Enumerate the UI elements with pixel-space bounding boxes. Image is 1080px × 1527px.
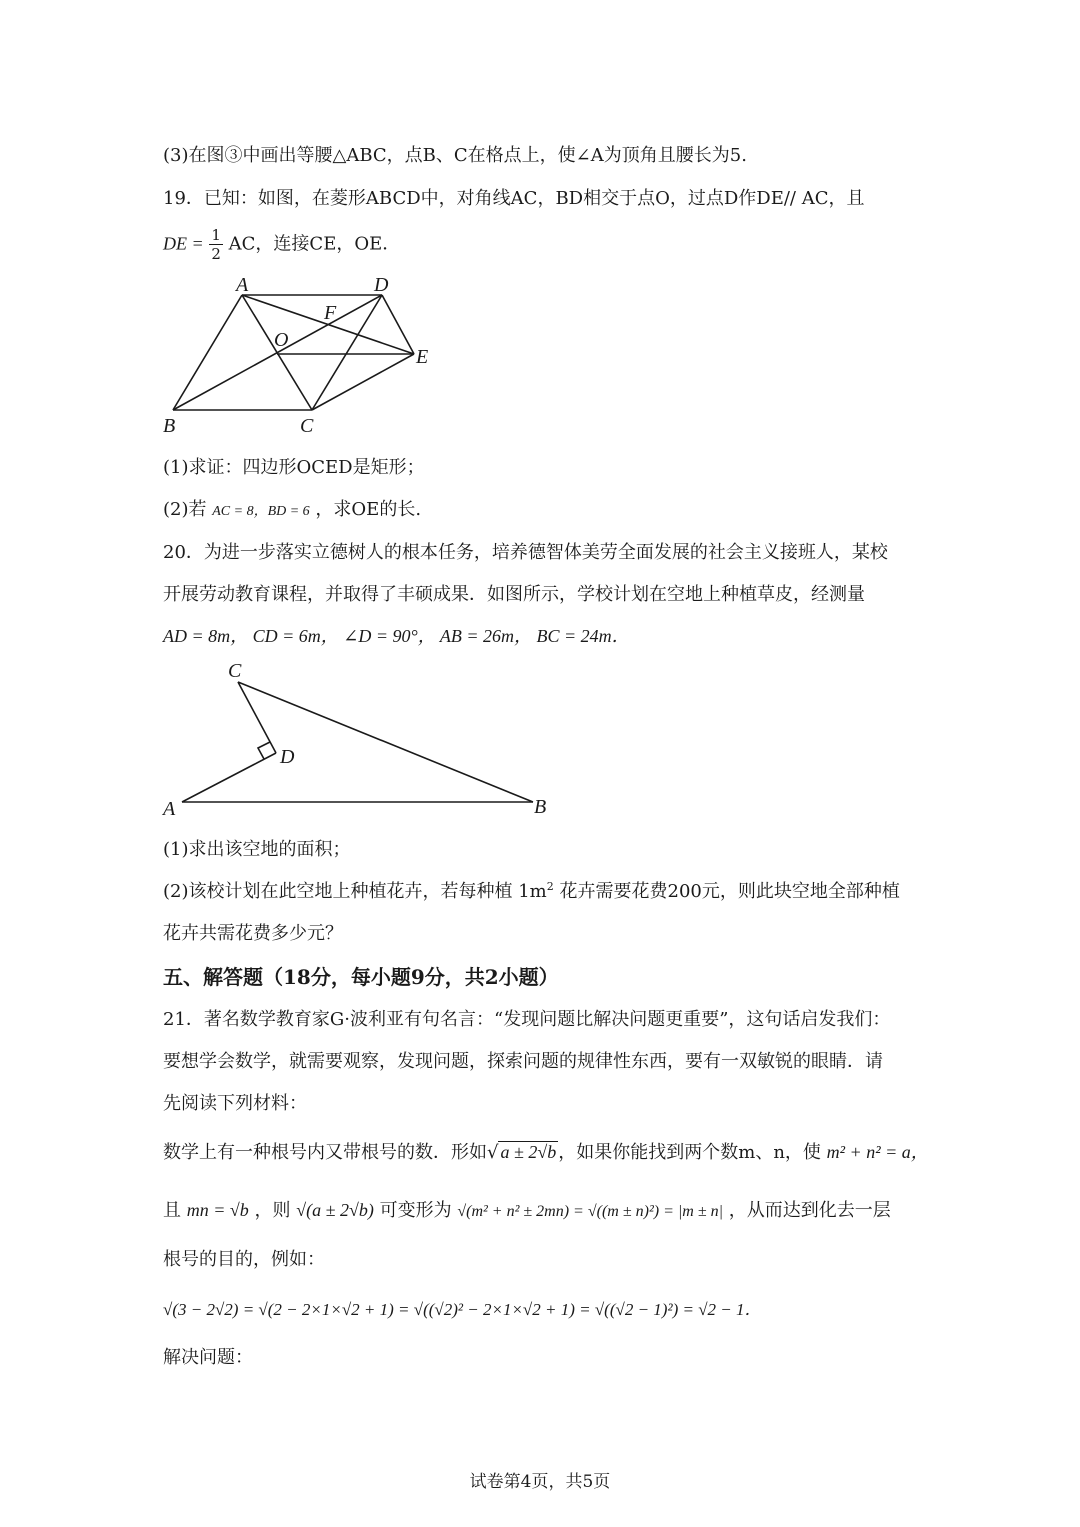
q20-part2-line1 [163,877,900,903]
de-rhs: AC，连接CE，OE． [228,233,401,255]
label-d: D [374,274,389,296]
q20-part2-a: (2)该校计划在此空地上种植花卉，若每种植 [163,881,513,902]
side-da [182,753,276,802]
q19-part2 [163,495,421,521]
frac-num: 1 [211,226,221,244]
q19-part1: (1)求证：四边形OCED是矩形； [163,457,425,478]
q21-line4-a: 数学上有一种根号内又带根号的数．形如 [163,1142,487,1163]
q21-line5-g: ，从而达到化去一层 [728,1200,891,1221]
q21-line5-b: mn = √b [186,1200,249,1220]
label-o: O [274,329,289,351]
label-d: D [280,746,295,768]
sqrt-sign: √ [487,1142,499,1163]
label-a: A [163,798,176,820]
label-b: B [163,415,176,437]
q21-line2: 要想学会数学，就需要观察，发现问题，探索问题的规律性东西，要有一双敏锐的眼睛．请 [163,1051,883,1072]
q20-line1: 20．为进一步落实立德树人的根本任务，培养德智体美劳全面发展的社会主义接班人，某校 [163,542,888,563]
label-c: C [300,415,314,437]
q20-part2-line2: 花卉共需花费多少元？ [163,923,343,944]
section5-heading: 五、解答题（18分，每小题9分，共2小题） [163,965,559,989]
frac-den: 2 [211,245,221,263]
q19-stem: 19．已知：如图，在菱形ABCD中，对角线AC，BD相交于点O，过点D作DE// AC，且 [163,188,865,209]
side-dc [312,295,382,410]
label-c: C [228,660,242,682]
q21-line5-c: ，则 [254,1200,291,1221]
q20-line3: AD = 8m， CD = 6m， ∠D = 90°， AB = 26m， BC = 24m． [163,626,630,646]
de-lhs: DE = [163,233,204,254]
quadrilateral-figure [160,655,560,820]
q21-line4-rad: a ± 2√b [500,1142,557,1162]
label-a: A [236,274,249,296]
side-cb [238,682,533,802]
label-e: E [416,346,429,368]
q18-part3: (3)在图③中画出等腰△ABC，点B、C在格点上，使∠A为顶角且腰长为5. [163,145,747,166]
q21-example: √(3 − 2√2) = √(2 − 2×1×√2 + 1) = √((√2)² − 2×1×√2 + 1) = √((√2 − 1)²) = √2 − 1． [163,1300,762,1319]
q20-part2-unit: $1m^2$ [518,880,554,902]
segment-ce [312,354,414,410]
label-f: F [324,302,337,324]
q21-line5-f: √(m² + n² ± 2mn) = √((m ± n)²) = |m ± n| [457,1203,723,1220]
q20-part2-b: 花卉需要花费200元，则此块空地全部种植 [559,881,900,902]
q21-line6: 根号的目的，例如： [163,1249,325,1270]
q21-solve-label: 解决问题： [163,1347,253,1368]
side-ab [173,295,242,410]
q21-line5 [163,1196,891,1222]
diagonal-bd [173,295,382,410]
q20-part1: (1)求出该空地的面积； [163,839,351,860]
q21-line5-e: 可变形为 [379,1200,452,1221]
q21-line5-a: 且 [163,1200,181,1221]
label-b: B [534,796,547,818]
q21-line4-b: ，如果你能找到两个数m、n，使 [558,1142,821,1163]
q19-part2-prefix: (2)若 [163,499,207,520]
q20-line2: 开展劳动教育课程，并取得了丰硕成果．如图所示，学校计划在空地上种植草皮，经测量 [163,584,865,605]
q21-line3: 先阅读下列材料： [163,1093,307,1114]
q21-line1: 21．著名数学教育家G·波利亚有句名言：“发现问题比解决问题更重要”，这句话启发我们： [163,1009,891,1030]
q19-part2-given: AC = 8，BD = 6 [212,504,310,519]
q19-part2-suffix: ，求OE的长. [315,499,422,520]
q21-line4 [163,1138,929,1164]
q21-line5-d: √(a ± 2√b) [296,1200,374,1220]
page-footer: 试卷第4页，共5页 [469,1472,611,1492]
rhombus-figure [160,272,440,437]
q19-de-formula [163,226,400,263]
q21-line4-c: m² + n² = a， [826,1142,929,1162]
side-cd [238,682,276,753]
fraction-half [209,226,223,263]
